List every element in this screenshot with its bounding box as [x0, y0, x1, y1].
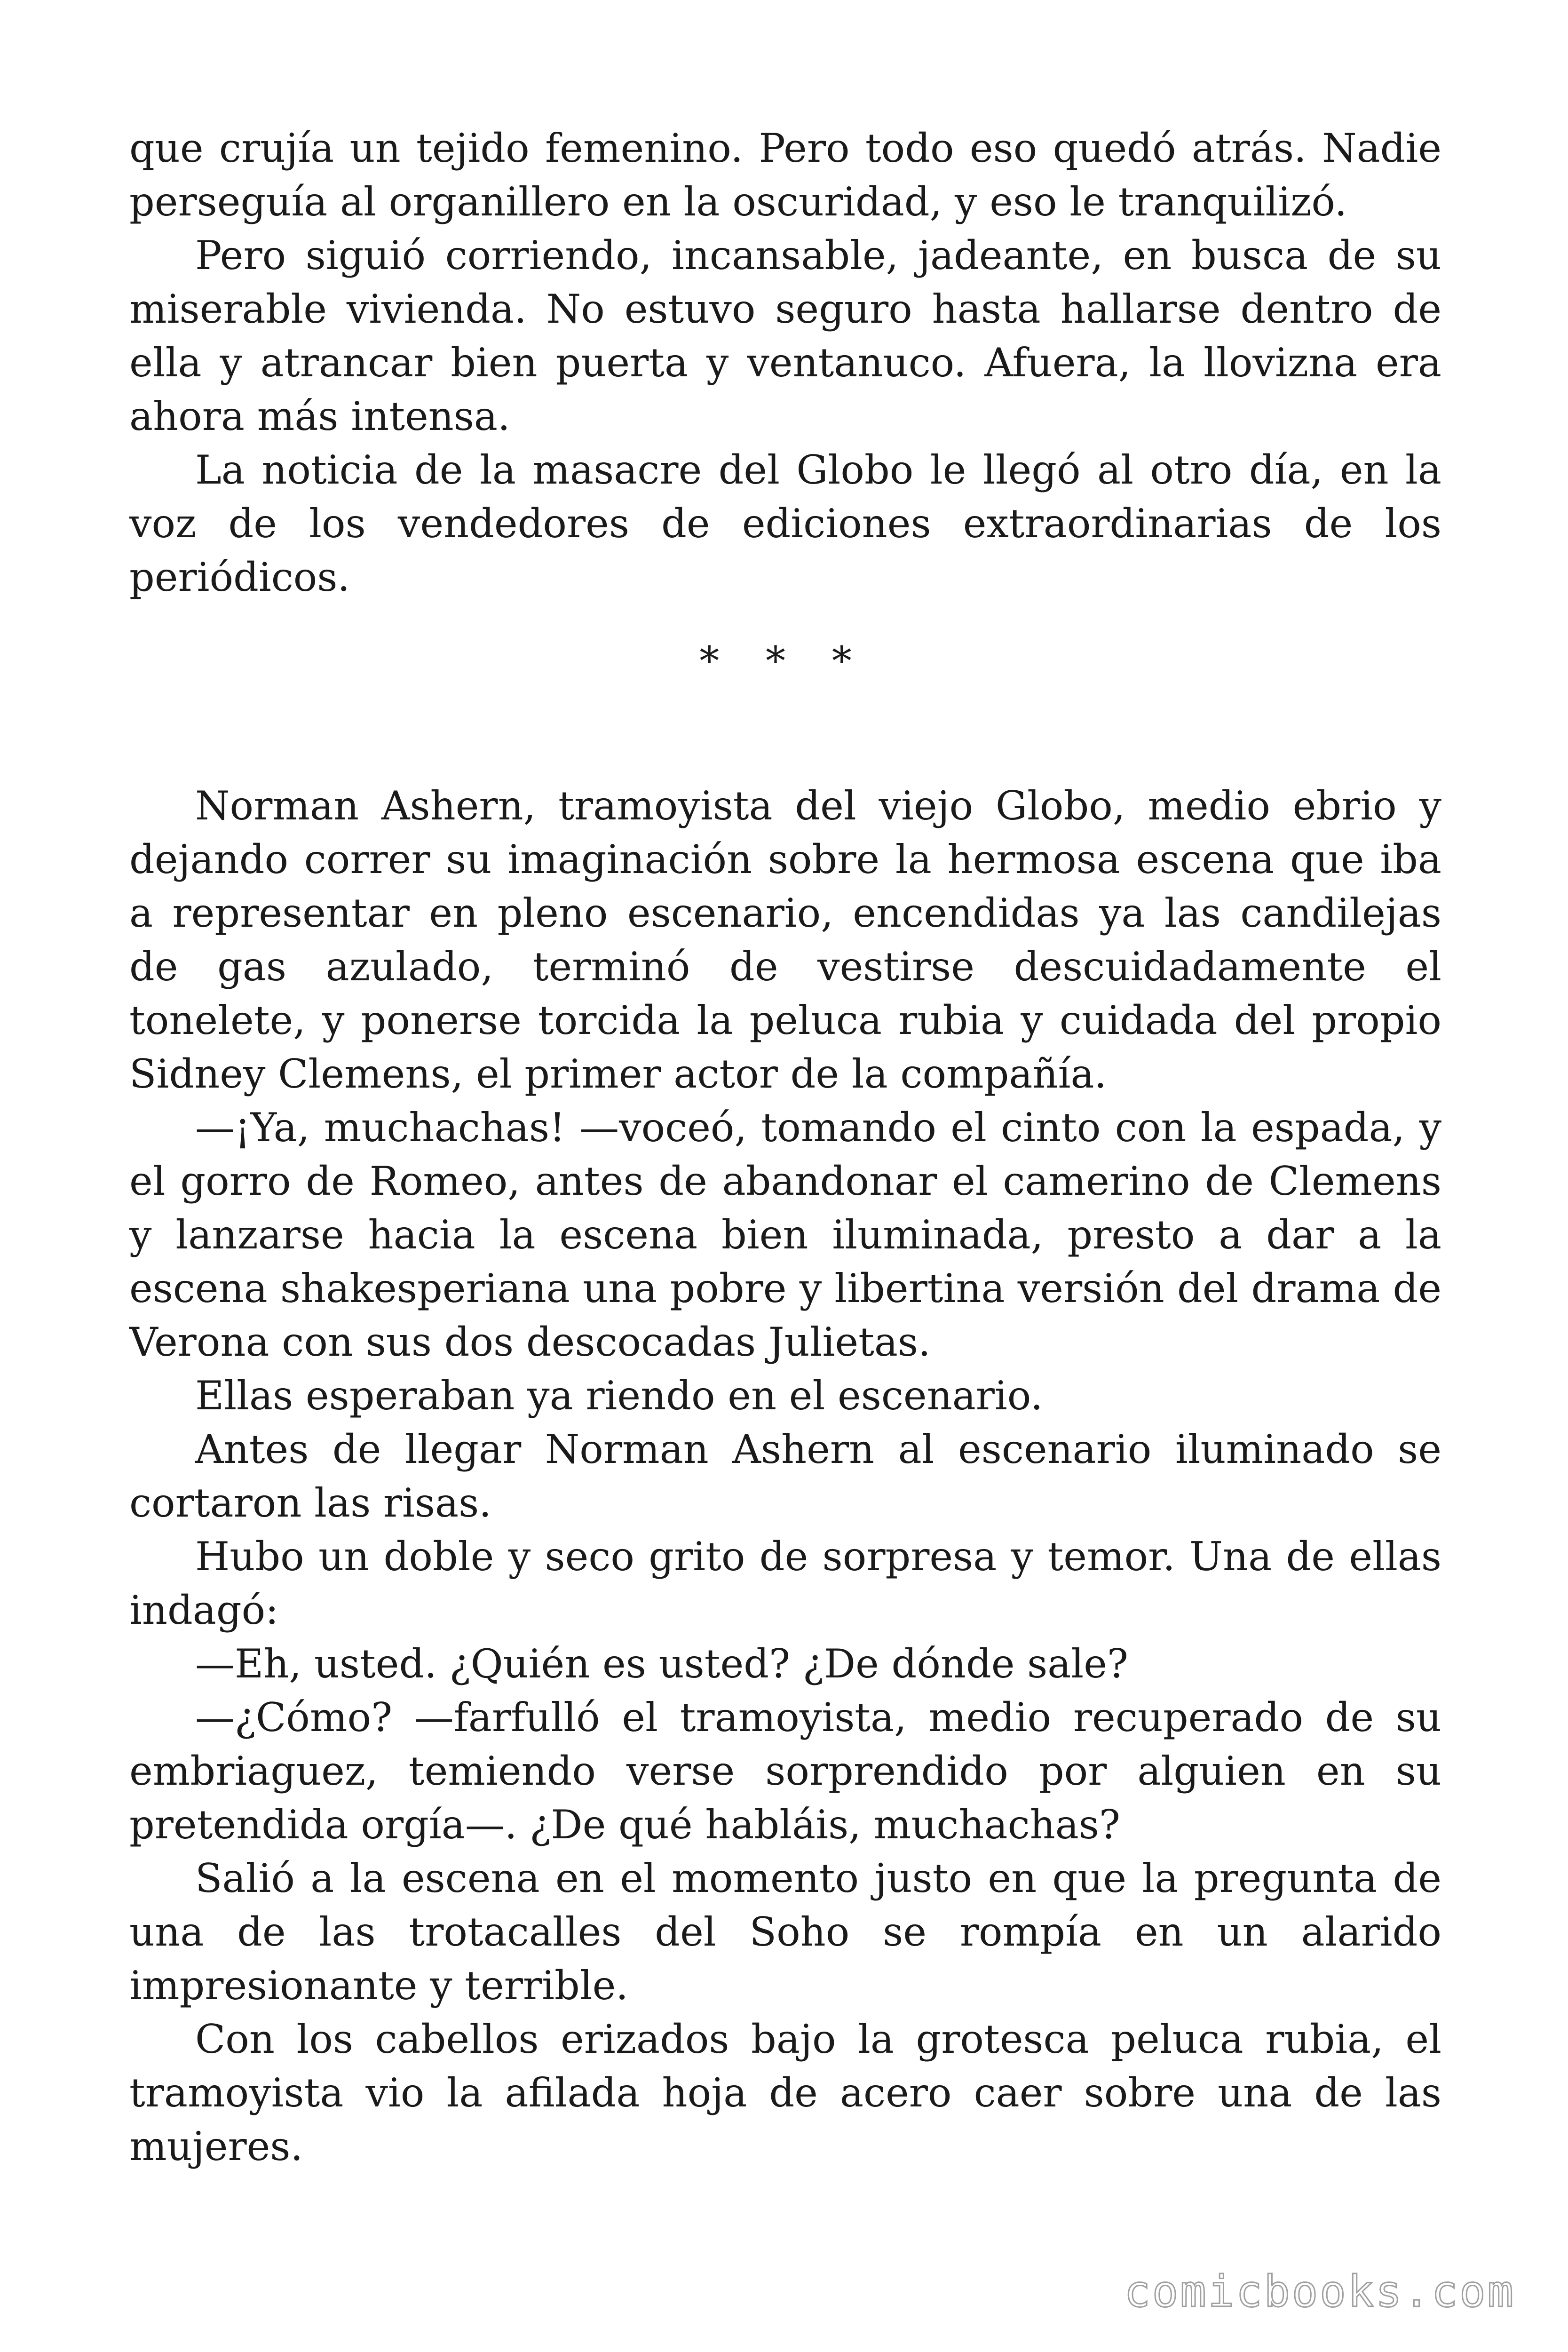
- paragraph: Antes de llegar Norman Ashern al escenario iluminado se cortaron las risas.: [129, 1426, 1441, 1526]
- paragraph: La noticia de la masacre del Globo le llegó al otro día, en la voz de los vendedores de ediciones extraordinarias de los periódicos.: [129, 447, 1441, 600]
- watermark: comicbooks.com: [1124, 2266, 1515, 2317]
- paragraph: Norman Ashern, tramoyista del viejo Globo, medio ebrio y dejando correr su imaginación sobre la hermosa escena que iba a representar en pleno escenario, encendidas ya las candilejas de gas azulado, terminó de vestirse descuidadamente el tonelete, y ponerse torcida la peluca rubia y cuidada del propio Sidney Clemens, el primer actor de la compañía.: [129, 783, 1441, 1097]
- paragraph: —¿Cómo? —farfulló el tramoyista, medio recuperado de su embriaguez, temiendo verse sorprendido por alguien en su pretendida orgía—. ¿De qué habláis, muchachas?: [129, 1694, 1441, 1848]
- paragraph: Salió a la escena en el momento justo en que la pregunta de una de las trotacalles del Soho se rompía en un alarido impresionante y terrible.: [129, 1855, 1441, 2009]
- scene-break: * * *: [699, 638, 869, 684]
- paragraph: Pero siguió corriendo, incansable, jadeante, en busca de su miserable vivienda. No estuvo seguro hasta hallarse dentro de ella y atrancar bien puerta y ventanuco. Afuera, la llovizna era ahora más intensa.: [129, 232, 1441, 439]
- text-block-top: [129, 121, 1441, 604]
- paragraph: Con los cabellos erizados bajo la grotesca peluca rubia, el tramoyista vio la afilada hoja de acero caer sobre una de las mujeres.: [129, 2016, 1441, 2169]
- text-block-bottom: [129, 779, 1441, 2173]
- paragraph: —Eh, usted. ¿Quién es usted? ¿De dónde sale?: [195, 1641, 1128, 1687]
- paragraph: —¡Ya, muchachas! —voceó, tomando el cinto con la espada, y el gorro de Romeo, antes de abandonar el camerino de Clemens y lanzarse hacia la escena bien iluminada, presto a dar a la escena shakesperiana una pobre y libertina versión del drama de Verona con sus dos descocadas Julietas.: [129, 1104, 1441, 1365]
- paragraph: Ellas esperaban ya riendo en el escenario.: [195, 1373, 1043, 1419]
- paragraph: que crujía un tejido femenino. Pero todo eso quedó atrás. Nadie perseguía al organillero en la oscuridad, y eso le tranquilizó.: [129, 125, 1441, 225]
- paragraph: Hubo un doble y seco grito de sorpresa y temor. Una de ellas indagó:: [129, 1534, 1441, 1633]
